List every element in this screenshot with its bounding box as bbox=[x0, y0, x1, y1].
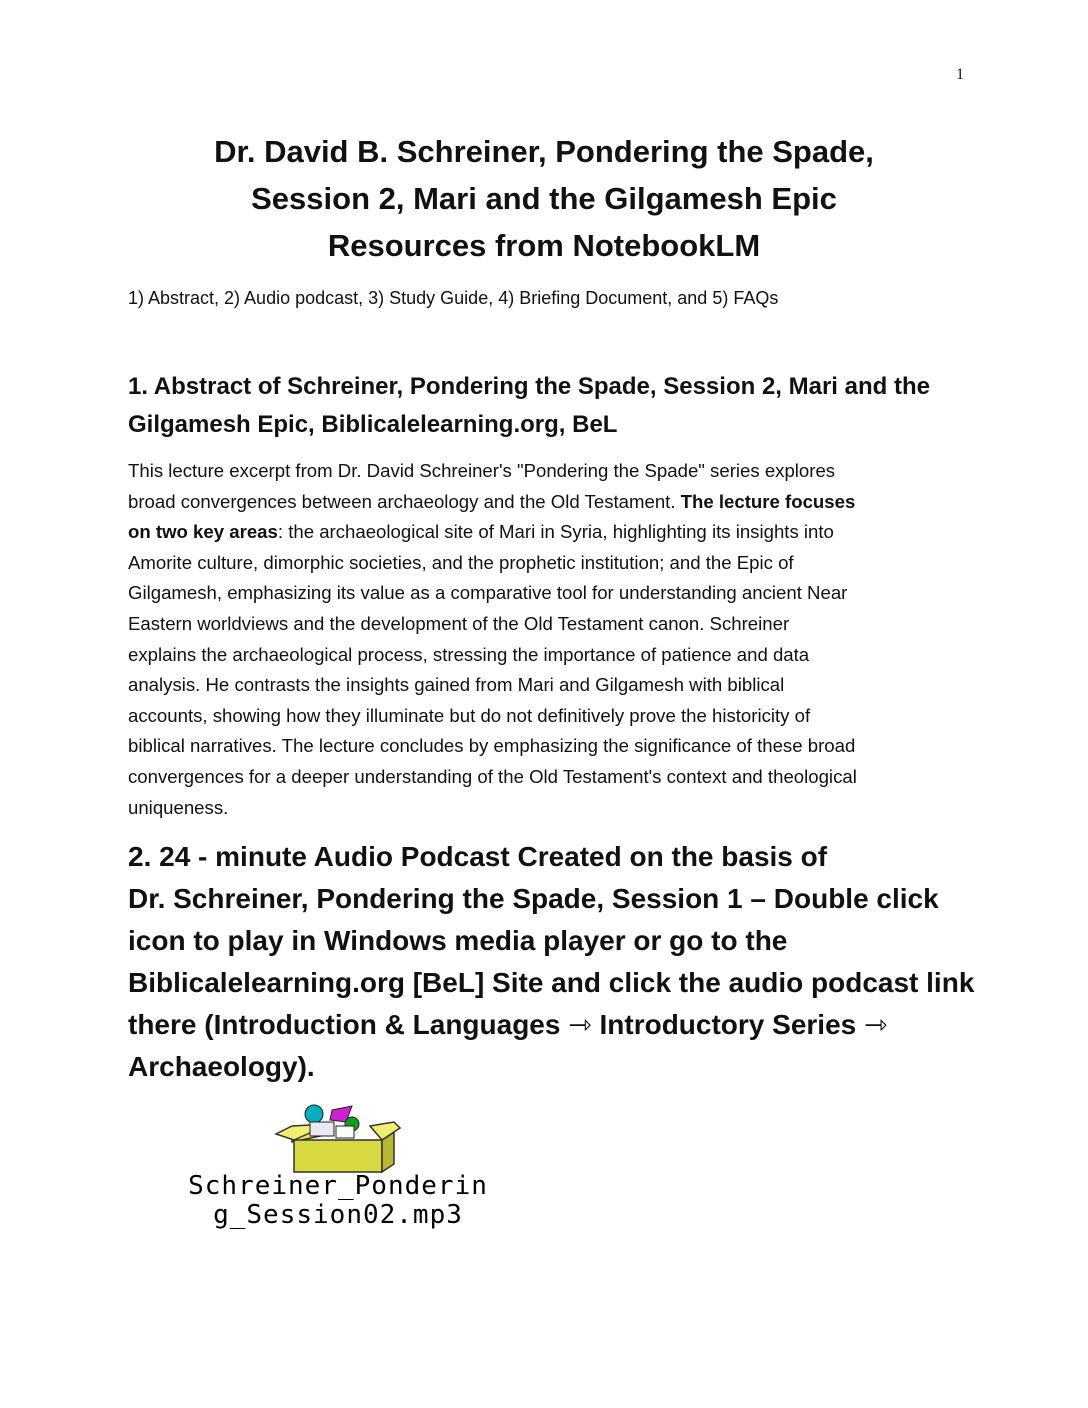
abstract-line: This lecture excerpt from Dr. David Schreiner's "Pondering the Spade" series explores bbox=[128, 460, 836, 481]
abstract-bold-text: The lecture focuses bbox=[680, 490, 856, 512]
heading-line: 2. 24 - minute Audio Podcast Created on the basis of bbox=[128, 841, 828, 872]
title-line: Dr. David B. Schreiner, Pondering the Spade, bbox=[214, 134, 874, 169]
heading-line: Gilgamesh Epic, Biblicalelearning.org, BeL bbox=[128, 411, 618, 438]
heading-line: icon to play in Windows media player or go to the bbox=[128, 925, 788, 956]
abstract-line: Amorite culture, dimorphic societies, and the prophetic institution; and the Epic of bbox=[128, 551, 794, 573]
abstract-line: Eastern worldviews and the development of the Old Testament canon. Schreiner bbox=[128, 612, 790, 634]
page-number: 1 bbox=[956, 66, 964, 83]
heading-line: Archaeology). bbox=[128, 1051, 315, 1082]
heading-text: Introductory Series bbox=[591, 1009, 864, 1040]
abstract-line: analysis. He contrasts the insights gained from Mari and Gilgamesh with biblical bbox=[128, 674, 785, 696]
abstract-text: : the archaeological site of Mari in Syria, highlighting its insights into bbox=[277, 521, 834, 543]
abstract-line bbox=[128, 487, 968, 518]
file-name-line: g_Session02.mp3 bbox=[213, 1200, 463, 1230]
heading-line: Biblicalelearning.org [BeL] Site and click the audio podcast link bbox=[128, 967, 975, 998]
abstract-line: explains the archaeological process, stressing the importance of patience and data bbox=[128, 643, 810, 665]
abstract-paragraph bbox=[128, 456, 968, 823]
contents-list: 1) Abstract, 2) Audio podcast, 3) Study Guide, 4) Briefing Document, and 5) FAQs bbox=[128, 288, 779, 308]
heading-line: Dr. Schreiner, Pondering the Spade, Session 1 – Double click bbox=[128, 883, 939, 914]
title-line: Resources from NotebookLM bbox=[327, 228, 761, 263]
abstract-line: biblical narratives. The lecture concludes by emphasizing the significance of these broad bbox=[128, 735, 856, 757]
abstract-bold-text: on two key areas bbox=[128, 521, 278, 543]
arrow-icon: ⇾ bbox=[864, 1009, 888, 1040]
heading-line: 1. Abstract of Schreiner, Pondering the Spade, Session 2, Mari and the bbox=[128, 373, 930, 400]
abstract-text: broad convergences between archaeology and the Old Testament. bbox=[128, 490, 681, 512]
abstract-line: Gilgamesh, emphasizing its value as a comparative tool for understanding ancient Near bbox=[128, 582, 848, 604]
abstract-line: uniqueness. bbox=[128, 796, 229, 818]
file-name-line: Schreiner_Ponderin bbox=[188, 1171, 488, 1201]
arrow-icon: ⇾ bbox=[568, 1009, 592, 1040]
audio-file-attachment[interactable] bbox=[128, 1098, 548, 1238]
section-1-heading bbox=[128, 368, 968, 444]
abstract-line bbox=[128, 517, 968, 548]
title-line: Session 2, Mari and the Gilgamesh Epic bbox=[251, 181, 837, 216]
heading-text: there (Introduction & Languages bbox=[128, 1009, 569, 1040]
document-title bbox=[128, 128, 960, 269]
abstract-line: convergences for a deeper understanding of the Old Testament's context and theological bbox=[128, 765, 857, 787]
section-2-heading bbox=[128, 836, 980, 1088]
audio-file-name[interactable] bbox=[128, 1172, 548, 1230]
abstract-line: accounts, showing how they illuminate but do not definitively prove the historicity of bbox=[128, 704, 811, 726]
media-package-icon[interactable] bbox=[274, 1104, 406, 1174]
heading-line bbox=[128, 1004, 980, 1046]
